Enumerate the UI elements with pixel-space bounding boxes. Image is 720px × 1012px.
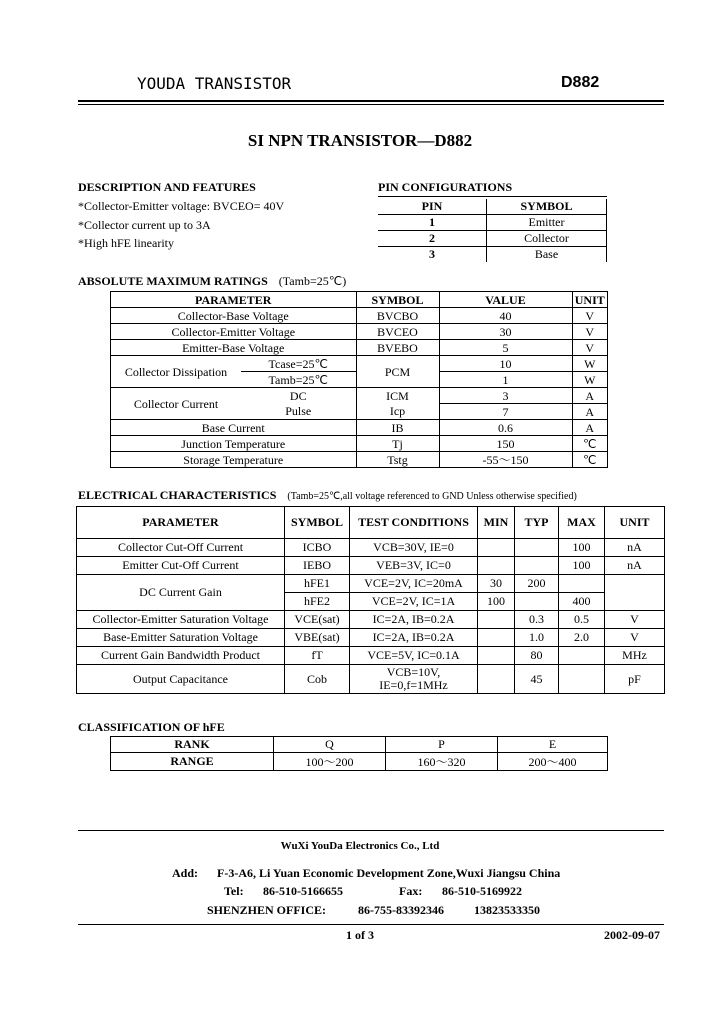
ec-condition: IC=2A, IB=0.2A xyxy=(350,629,478,647)
amr-symbol: Tj xyxy=(356,436,439,452)
amr-condition: Tamb=25℃ xyxy=(241,372,356,388)
amr-unit: W xyxy=(572,372,608,388)
ec-header: SYMBOL xyxy=(285,507,350,539)
footer-shenzhen-tel2: 13823533350 xyxy=(474,903,540,917)
ec-min xyxy=(478,557,515,575)
rank-value: E xyxy=(498,737,608,753)
pin-symbol: Emitter xyxy=(487,215,607,231)
ec-unit: nA xyxy=(605,557,665,575)
amr-value: 40 xyxy=(439,308,572,324)
ec-min xyxy=(478,611,515,629)
amr-symbol: BVCEO xyxy=(356,324,439,340)
amr-symbol: Tstg xyxy=(356,452,439,468)
footer-company: WuXi YouDa Electronics Co., Ltd xyxy=(280,840,440,852)
ec-unit: pF xyxy=(605,665,665,694)
amr-unit: V xyxy=(572,340,608,356)
range-value: 200～400 xyxy=(498,753,608,771)
ec-symbol: hFE1 xyxy=(285,575,350,593)
amr-symbol: BVEBO xyxy=(356,340,439,356)
range-label: RANGE xyxy=(111,753,274,771)
footer-divider xyxy=(78,830,664,831)
amr-value: 1 xyxy=(439,372,572,388)
pin-number: 1 xyxy=(378,215,487,231)
amr-header: VALUE xyxy=(439,292,572,308)
amr-symbol: PCM xyxy=(356,356,439,388)
classification-heading: CLASSIFICATION OF hFE xyxy=(78,720,225,734)
ec-unit: nA xyxy=(605,539,665,557)
ec-max: 100 xyxy=(559,557,605,575)
ec-symbol: ICBO xyxy=(285,539,350,557)
ec-symbol: VCE(sat) xyxy=(285,611,350,629)
ec-min: 100 xyxy=(478,593,515,611)
amr-value: 150 xyxy=(439,436,572,452)
ec-header: TYP xyxy=(515,507,559,539)
amr-condition: Pulse xyxy=(241,404,356,420)
rank-label: RANK xyxy=(111,737,274,753)
ec-unit: V xyxy=(605,629,665,647)
ec-condition: VCE=2V, IC=1A xyxy=(350,593,478,611)
amr-unit: W xyxy=(572,356,608,372)
amr-header: PARAMETER xyxy=(111,292,357,308)
classification-table xyxy=(110,736,608,771)
footer-divider-bottom xyxy=(78,924,664,925)
ec-min xyxy=(478,647,515,665)
amr-value: 0.6 xyxy=(439,420,572,436)
ec-typ xyxy=(515,557,559,575)
ec-header: MAX xyxy=(559,507,605,539)
abs-max-table xyxy=(110,291,608,468)
ec-min xyxy=(478,539,515,557)
ec-param: Current Gain Bandwidth Product xyxy=(77,647,285,665)
ec-header: TEST CONDITIONS xyxy=(350,507,478,539)
amr-unit: A xyxy=(572,388,608,404)
ec-param: Output Capacitance xyxy=(77,665,285,694)
ec-symbol: Cob xyxy=(285,665,350,694)
amr-value: 5 xyxy=(439,340,572,356)
amr-value: -55～150 xyxy=(439,452,572,468)
header-company: YOUDA TRANSISTOR xyxy=(137,74,292,93)
ec-typ xyxy=(515,593,559,611)
header-divider-thin xyxy=(78,104,664,105)
footer-fax: 86-510-5169922 xyxy=(442,884,522,898)
pin-number: 2 xyxy=(378,231,487,247)
amr-condition: DC xyxy=(241,388,356,404)
ec-header: UNIT xyxy=(605,507,665,539)
amr-symbol: Icp xyxy=(356,404,439,420)
ec-max: 2.0 xyxy=(559,629,605,647)
ec-header: MIN xyxy=(478,507,515,539)
ec-condition: VCE=2V, IC=20mA xyxy=(350,575,478,593)
ec-symbol: IEBO xyxy=(285,557,350,575)
amr-symbol: ICM xyxy=(356,388,439,404)
footer-address: F-3-A6, Li Yuan Economic Development Zone,Wuxi Jiangsu China xyxy=(217,866,561,880)
pin-config-heading: PIN CONFIGURATIONS xyxy=(378,180,513,194)
amr-unit: V xyxy=(572,308,608,324)
feature-item: *Collector current up to 3A xyxy=(78,218,211,232)
amr-param: Collector-Base Voltage xyxy=(111,308,357,324)
ec-param: DC Current Gain xyxy=(77,575,285,611)
ec-symbol: VBE(sat) xyxy=(285,629,350,647)
ec-condition: VEB=3V, IC=0 xyxy=(350,557,478,575)
footer-tel: 86-510-5166655 xyxy=(263,884,343,898)
ec-param: Collector Cut-Off Current xyxy=(77,539,285,557)
pin-config-table xyxy=(378,199,607,262)
ec-max: 100 xyxy=(559,539,605,557)
ec-symbol: fT xyxy=(285,647,350,665)
symbol-col-header: SYMBOL xyxy=(487,199,607,215)
amr-value: 7 xyxy=(439,404,572,420)
ec-min: 30 xyxy=(478,575,515,593)
ec-min xyxy=(478,629,515,647)
ec-typ: 0.3 xyxy=(515,611,559,629)
pin-symbol: Base xyxy=(487,247,607,263)
amr-param: Collector-Emitter Voltage xyxy=(111,324,357,340)
ec-unit: MHz xyxy=(605,647,665,665)
ec-condition: VCB=10V, xyxy=(386,665,441,679)
ec-typ: 1.0 xyxy=(515,629,559,647)
ec-condition: VCE=5V, IC=0.1A xyxy=(350,647,478,665)
page-title: SI NPN TRANSISTOR—D882 xyxy=(247,131,473,150)
amr-param: Junction Temperature xyxy=(111,436,357,452)
amr-header: SYMBOL xyxy=(356,292,439,308)
amr-unit: ℃ xyxy=(572,452,608,468)
amr-unit: ℃ xyxy=(572,436,608,452)
rank-value: P xyxy=(386,737,498,753)
range-value: 160～320 xyxy=(386,753,498,771)
ec-param: Emitter Cut-Off Current xyxy=(77,557,285,575)
ec-unit: V xyxy=(605,611,665,629)
description-heading: DESCRIPTION AND FEATURES xyxy=(78,180,256,194)
abs-max-heading: ABSOLUTE MAXIMUM RATINGS xyxy=(78,274,268,288)
ec-typ xyxy=(515,539,559,557)
electrical-heading: ELECTRICAL CHARACTERISTICS xyxy=(78,488,277,502)
footer-shenzhen-label: SHENZHEN OFFICE: xyxy=(207,903,327,917)
amr-unit: A xyxy=(572,420,608,436)
amr-value: 30 xyxy=(439,324,572,340)
ec-max xyxy=(559,665,605,694)
header-divider-thick xyxy=(78,100,664,102)
ec-max: 0.5 xyxy=(559,611,605,629)
footer-address-label: Add: xyxy=(172,866,199,880)
amr-value: 3 xyxy=(439,388,572,404)
ec-typ: 200 xyxy=(515,575,559,593)
ec-header: PARAMETER xyxy=(77,507,285,539)
amr-param: Collector Current xyxy=(111,388,242,420)
feature-item: *Collector-Emitter voltage: BVCEO= 40V xyxy=(78,199,285,213)
amr-header: UNIT xyxy=(572,292,608,308)
footer-date: 2002-09-07 xyxy=(604,928,660,942)
ec-typ: 80 xyxy=(515,647,559,665)
amr-param: Collector Dissipation xyxy=(111,356,242,388)
electrical-condition: (Tamb=25℃,all voltage referenced to GND Unless otherwise specified) xyxy=(287,491,577,502)
amr-param: Emitter-Base Voltage xyxy=(111,340,357,356)
rank-value: Q xyxy=(274,737,386,753)
feature-item: *High hFE linearity xyxy=(78,236,174,250)
ec-param: Base-Emitter Saturation Voltage xyxy=(77,629,285,647)
pin-number: 3 xyxy=(429,247,435,261)
amr-symbol: IB xyxy=(356,420,439,436)
abs-max-condition: (Tamb=25℃) xyxy=(278,274,347,288)
ec-max xyxy=(559,647,605,665)
amr-condition: Tcase=25℃ xyxy=(241,356,356,372)
ec-condition: IC=2A, IB=0.2A xyxy=(350,611,478,629)
ec-min xyxy=(478,665,515,694)
amr-symbol: BVCBO xyxy=(356,308,439,324)
amr-value: 10 xyxy=(439,356,572,372)
footer-fax-label: Fax: xyxy=(399,884,423,898)
ec-condition: IE=0,f=1MHz xyxy=(379,678,448,692)
range-value: 100～200 xyxy=(274,753,386,771)
header-part-number: D882 xyxy=(561,74,600,91)
amr-unit: A xyxy=(572,404,608,420)
ec-max xyxy=(559,575,605,593)
ec-condition: VCB=30V, IE=0 xyxy=(350,539,478,557)
footer-shenzhen-tel1: 86-755-83392346 xyxy=(358,903,444,917)
ec-unit xyxy=(605,575,665,611)
electrical-table xyxy=(76,506,665,694)
ec-typ: 45 xyxy=(515,665,559,694)
pin-col-header: PIN xyxy=(378,199,487,215)
ec-max: 400 xyxy=(559,593,605,611)
ec-param: Collector-Emitter Saturation Voltage xyxy=(77,611,285,629)
amr-param: Storage Temperature xyxy=(111,452,357,468)
amr-unit: V xyxy=(572,324,608,340)
page-number: 1 of 3 xyxy=(346,928,374,942)
ec-symbol: hFE2 xyxy=(285,593,350,611)
pin-symbol: Collector xyxy=(487,231,607,247)
footer-tel-label: Tel: xyxy=(224,884,244,898)
amr-param: Base Current xyxy=(111,420,357,436)
